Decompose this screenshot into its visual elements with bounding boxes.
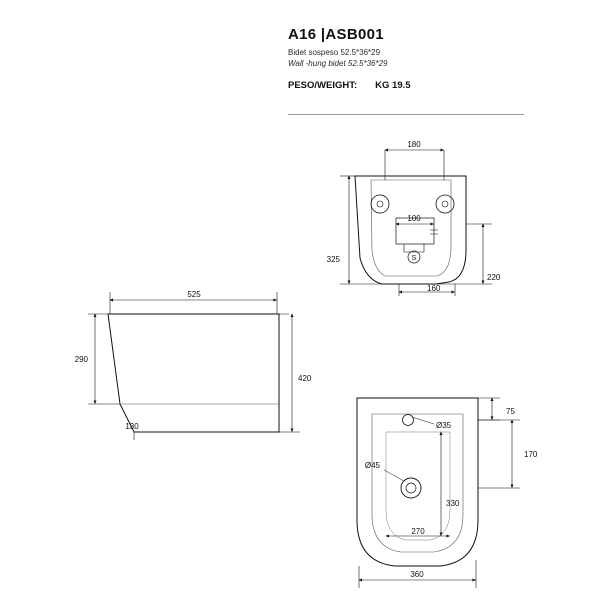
subtitle-italian: Bidet sospeso 52.5*36*29 [288,48,381,57]
dim-side-foot: 130 [125,422,139,431]
dim-side-front-height: 290 [74,355,88,364]
dim-top-hole-band: 170 [524,450,538,459]
dim-rear-marker: S [411,255,417,262]
top-view-geometry [357,398,478,566]
side-view-geometry [108,314,289,432]
dim-side-rear-height: 420 [298,374,312,383]
dim-top-hole-small: Ø35 [436,421,452,430]
dim-top-inner-depth: 330 [446,499,460,508]
dim-rear-bottom-width: 160 [427,284,441,293]
dimension-labels [75,140,538,579]
dim-rear-inner-width: 100 [407,214,421,223]
weight-value: KG 19.5 [375,80,411,91]
dim-top-overall-width: 360 [410,570,424,579]
dim-rear-height-left: 325 [326,255,340,264]
subtitle-english: Wall -hung bidet 52.5*36*29 [288,59,388,68]
rear-view-dimensions [340,150,492,296]
dim-side-length: 525 [187,290,201,299]
weight-label: PESO/WEIGHT: [288,80,358,91]
dim-rear-height-right: 220 [487,273,501,282]
rear-view-geometry [355,176,466,284]
dim-rear-top-width: 180 [407,140,421,149]
page-title: A16 |ASB001 [288,26,384,43]
dim-top-inner-width: 270 [411,527,425,536]
dim-top-rim-to-hole: 75 [506,407,515,416]
dim-top-hole-large: Ø45 [364,461,380,470]
